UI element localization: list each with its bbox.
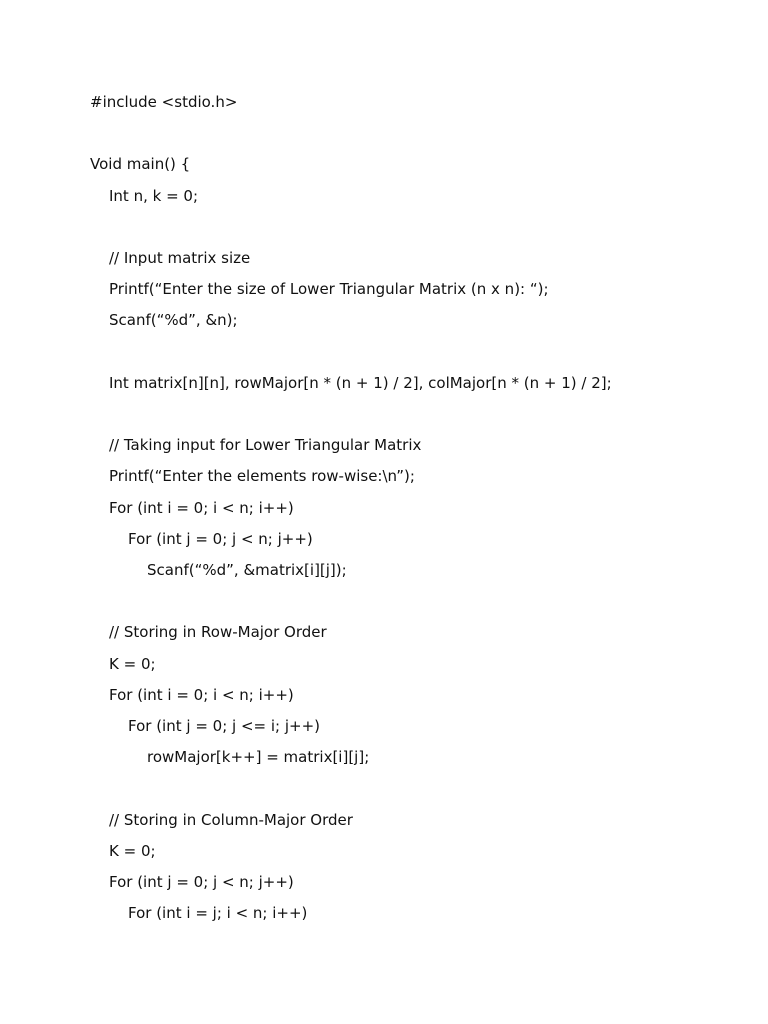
code-line: Int matrix[n][n], rowMajor[n * (n + 1) / 2], colMajor[n * (n + 1) / 2]; (109, 373, 612, 392)
code-line: rowMajor[k++] = matrix[i][j]; (147, 748, 370, 767)
code-line: For (int j = 0; j <= i; j++) (128, 717, 321, 735)
code-line: For (int i = 0; i < n; i++) (109, 498, 294, 517)
code-line: // Storing in Column-Major Order (109, 810, 353, 829)
code-line: // Taking input for Lower Triangular Matrix (109, 436, 422, 455)
code-line: For (int i = j; i < n; i++) (128, 904, 308, 923)
code-line: // Input matrix size (109, 249, 251, 267)
code-line: Scanf(“%d”, &n); (109, 311, 238, 330)
code-line: Scanf(“%d”, &matrix[i][j]); (147, 561, 347, 579)
code-line: For (int i = 0; i < n; i++) (109, 685, 294, 704)
code-line: Void main() { (90, 155, 191, 174)
code-line: For (int j = 0; j < n; j++) (109, 873, 294, 891)
code-line: Printf(“Enter the size of Lower Triangular Matrix (n x n): “); (109, 280, 549, 299)
code-line: K = 0; (109, 654, 156, 673)
code-line: For (int j = 0; j < n; j++) (128, 529, 313, 548)
code-line: #include <stdio.h> (90, 93, 238, 111)
code-line: Int n, k = 0; (109, 186, 199, 205)
code-line: Printf(“Enter the elements row-wise:\n”); (109, 467, 415, 486)
code-line: K = 0; (109, 841, 156, 860)
code-line: // Storing in Row-Major Order (109, 623, 327, 642)
